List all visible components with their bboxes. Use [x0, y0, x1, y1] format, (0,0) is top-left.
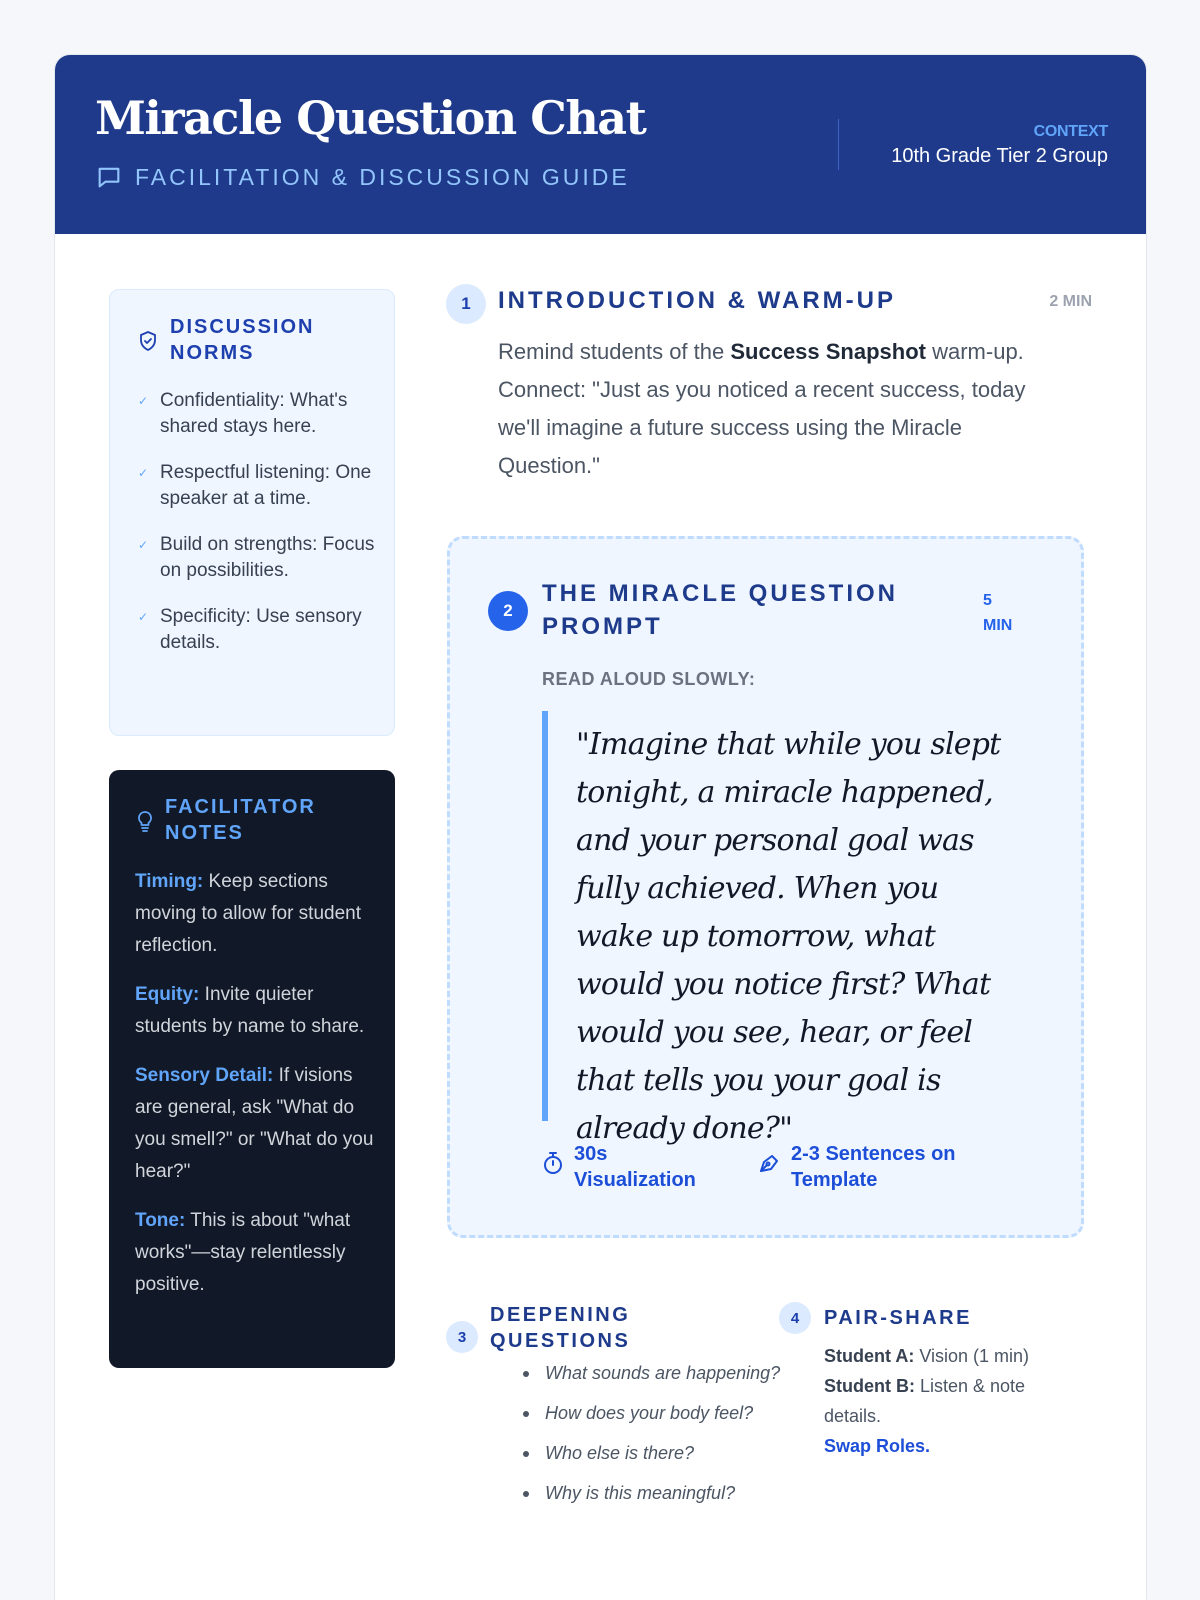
list-item: ✓ Respectful listening: One speaker at a time. [138, 462, 372, 509]
context-label: CONTEXT [1033, 123, 1108, 140]
step-number-1: 1 [446, 284, 486, 324]
check-icon: ✓ [138, 466, 149, 480]
discussion-norms-panel [109, 289, 395, 736]
list-item: ✓ Specificity: Use sensory details. [138, 606, 362, 653]
student-b-line: Student B: Listen & note details. [824, 1376, 1026, 1426]
miracle-question-panel [447, 536, 1084, 1238]
check-icon: ✓ [138, 538, 149, 552]
norms-title: DISCUSSION NORMS [170, 316, 315, 364]
note-tone: Tone: This is about "what works"—stay relentlessly positive. [135, 1210, 351, 1295]
step-number-3: 3 [446, 1321, 478, 1353]
notes-body [135, 866, 375, 1318]
swap-roles: Swap Roles. [824, 1436, 931, 1456]
step-title-deepening: DEEPENING QUESTIONS [490, 1304, 631, 1352]
check-icon: ✓ [138, 394, 149, 408]
note-timing: Timing: Keep sections moving to allow for student reflection. [135, 871, 362, 956]
page-title: Miracle Question Chat [95, 91, 646, 145]
template-meta [757, 1141, 956, 1193]
guide-card [54, 54, 1147, 1600]
intro-body: Remind students of the Success Snapshot warm-up. Connect: "Just as you noticed a recent success, today we'll imagine a future success using the Miracle Question." [498, 339, 1026, 478]
pair-share-body [824, 1341, 1054, 1461]
page-subtitle: FACILITATION & DISCUSSION GUIDE [135, 163, 630, 190]
header [55, 55, 1147, 234]
deepening-questions-list [521, 1359, 781, 1519]
subtitle-row [95, 163, 630, 191]
chat-bubble-icon [95, 163, 123, 191]
list-item: How does your body feel? [521, 1399, 781, 1427]
notes-title: FACILITATOR NOTES [165, 796, 316, 844]
list-item: What sounds are happening? [521, 1359, 781, 1387]
shield-check-icon [138, 330, 158, 352]
read-aloud-label: READ ALOUD SLOWLY: [542, 669, 756, 689]
student-a-line: Student A: Vision (1 min) [824, 1346, 1030, 1366]
notes-heading [137, 794, 316, 846]
step-title-pair-share: PAIR-SHARE [824, 1307, 972, 1329]
norms-list [138, 388, 378, 676]
list-item: Who else is there? [521, 1439, 781, 1467]
template-label: 2-3 Sentences on Template [791, 1143, 956, 1191]
duration-prompt: 5 MIN [983, 592, 1013, 634]
stopwatch-icon [542, 1151, 564, 1175]
pen-icon [757, 1151, 781, 1175]
list-item: ✓ Build on strengths: Focus on possibilities. [138, 534, 375, 581]
step-number-2: 2 [488, 591, 528, 631]
norms-heading [138, 314, 314, 366]
note-equity: Equity: Invite quieter students by name to share. [135, 984, 365, 1037]
duration-intro: 2 MIN [1049, 293, 1092, 310]
step-title-prompt: THE MIRACLE QUESTION PROMPT [542, 580, 899, 640]
step-number-4: 4 [779, 1302, 811, 1334]
header-divider [838, 119, 839, 170]
step-title-intro: INTRODUCTION & WARM-UP [498, 287, 896, 314]
facilitator-notes-panel [109, 770, 395, 1368]
note-sensory-detail: Sensory Detail: If visions are general, ask "What do you smell?" or "What do you hear?" [135, 1065, 374, 1182]
lightbulb-icon [137, 810, 153, 834]
miracle-question-quote: "Imagine that while you slept tonight, a miracle happened, and your personal goal was fully achieved. When you wake up tomorrow, what would you notice first? What would you see, hear, or feel that tells you your goal is already done?" [542, 711, 1017, 1121]
context-value: 10th Grade Tier 2 Group [891, 145, 1108, 167]
visualization-label: 30s Visualization [574, 1143, 696, 1191]
list-item: Why is this meaningful? [521, 1479, 781, 1507]
visualization-meta [542, 1141, 696, 1193]
check-icon: ✓ [138, 610, 149, 624]
list-item: ✓ Confidentiality: What's shared stays here. [138, 390, 348, 437]
